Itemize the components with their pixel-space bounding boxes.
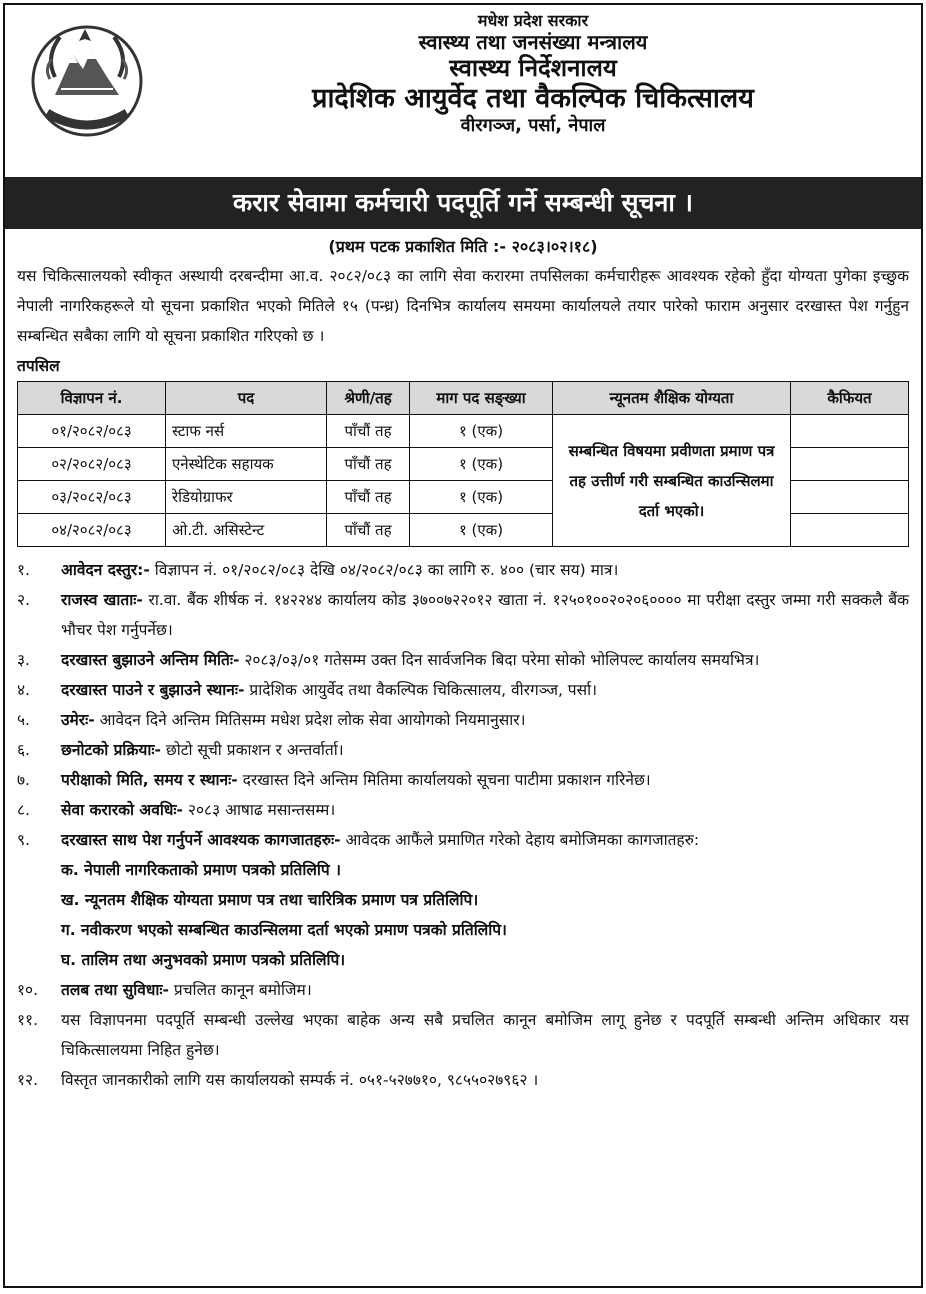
list-item: ८. सेवा करारको अवधिः- २०८३ आषाढ मसान्तसम्म। [17, 801, 336, 819]
cell-remarks [791, 448, 909, 481]
cell-remarks [791, 481, 909, 514]
cell-count: १ (एक) [410, 415, 553, 448]
directorate-name: स्वास्थ्य निर्देशनालय [449, 54, 617, 83]
cell-remarks [791, 415, 909, 448]
hospital-name: प्रादेशिक आयुर्वेद तथा वैकल्पिक चिकित्सालय [312, 82, 754, 114]
notice-title: करार सेवामा कर्मचारी पदपूर्ति गर्ने सम्बन्धी सूचना । [5, 177, 921, 229]
cell-post: ओ.टी. असिस्टेन्ट [166, 514, 327, 547]
col-count: माग पद सङ्ख्या [410, 382, 553, 415]
nepal-emblem-icon [25, 17, 150, 142]
col-remarks: कैफियत [791, 382, 909, 415]
notice-content [17, 235, 909, 1095]
publication-date: (प्रथम पटक प्रकाशित मिति :- २०८३।०२।१८) [328, 237, 598, 256]
vacancy-table [17, 381, 909, 547]
conditions-list [17, 555, 909, 1095]
cell-post: एनेस्थेटिक सहायक [166, 448, 327, 481]
list-item: ४. दरखास्त पाउने र बुझाउने स्थानः- प्रादेशिक आयुर्वेद तथा वैकल्पिक चिकित्सालय, वीरगञ्ज, पर्सा। [17, 681, 597, 699]
cell-count: १ (एक) [410, 481, 553, 514]
list-item: १२. विस्तृत जानकारीको लागि यस कार्यालयको सम्पर्क नं. ०५१-५२७७१०, ९८५५०२७९६२ । [17, 1071, 539, 1089]
doc-item: ग. नवीकरण भएको सम्बन्धित काउन्सिलमा दर्ता भएको प्रमाण पत्रको प्रतिलिपि। [61, 921, 507, 939]
cell-post: स्टाफ नर्स [166, 415, 327, 448]
list-item: १. आवेदन दस्तुर:- विज्ञापन नं. ०१/२०८२/०८३ देखि ०४/२०८२/०८३ का लागि रु. ४०० (चार सय) मात्र। [17, 561, 619, 579]
col-qualification: न्यूनतम शैक्षिक योग्यता [553, 382, 791, 415]
list-item: १०. तलब तथा सुविधाः- प्रचलित कानून बमोजिम। [17, 981, 312, 999]
address: वीरगञ्ज, पर्सा, नेपाल [460, 115, 606, 137]
cell-level: पाँचौं तह [327, 514, 410, 547]
cell-adv: ०१/२०८२/०८३ [18, 415, 166, 448]
gov-name: मधेश प्रदेश सरकार [477, 11, 589, 30]
cell-qualification: सम्बन्धित विषयमा प्रवीणता प्रमाण पत्र तह उत्तीर्ण गरी सम्बन्धित काउन्सिलमा दर्ता भएको। [553, 415, 791, 547]
list-item: ६. छनोटको प्रक्रियाः- छोटो सूची प्रकाशन र अन्तर्वार्ता। [17, 741, 344, 759]
header [5, 5, 921, 173]
list-item: २. राजस्व खाताः- रा.वा. बैंक शीर्षक नं. १४२२४४ कार्यालय कोड ३७००७२२०१२ खाता नं. १२५०१००२०२०६०००० मा परीक्षा दस्तुर जम्मा गरी सक्कलै बैंक भौचर पेश गर्नुपर्नेछ। [17, 591, 910, 639]
cell-level: पाँचौं तह [327, 415, 410, 448]
cell-post: रेडियोग्राफर [166, 481, 327, 514]
cell-count: १ (एक) [410, 514, 553, 547]
cell-level: पाँचौं तह [327, 481, 410, 514]
col-adv-no: विज्ञापन नं. [18, 382, 166, 415]
cell-remarks [791, 514, 909, 547]
cell-adv: ०३/२०८२/०८३ [18, 481, 166, 514]
list-item: ५. उमेरः- आवेदन दिने अन्तिम मितिसम्म मधेश प्रदेश लोक सेवा आयोगको नियमानुसार। [17, 711, 526, 729]
ministry-name: स्वास्थ्य तथा जनसंख्या मन्त्रालय [418, 30, 648, 55]
cell-adv: ०२/२०८२/०८३ [18, 448, 166, 481]
table-header-row [18, 382, 909, 415]
cell-adv: ०४/२०८२/०८३ [18, 514, 166, 547]
list-item: ११. यस विज्ञापनमा पदपूर्ति सम्बन्धी उल्लेख भएका बाहेक अन्य सबै प्रचलित कानून बमोजिम लागू हुनेछ र पदपूर्ति सम्बन्धी अन्तिम अधिकार यस चिकित्सालयमा निहित हुनेछ। [17, 1011, 909, 1059]
intro-paragraph: यस चिकित्सालयको स्वीकृत अस्थायी दरबन्दीमा आ.व. २०८२/०८३ का लागि सेवा करारमा तपसिलका कर्मचारीहरू आवश्यक रहेको हुँदा योग्यता पुगेका इच्छुक नेपाली नागरिकहरूले यो सूचना प्रकाशित भएको मितिले १५ (पन्ध्र) दिनभित्र कार्यालय समयमा कार्यालयले तयार पारेको फाराम अनुसार दरखास्त पेश गर्नुहुन सम्बन्धित सबैका लागि यो सूचना प्रकाशित गरिएको छ । [17, 267, 909, 345]
col-post: पद [166, 382, 327, 415]
doc-item: ख. न्यूनतम शैक्षिक योग्यता प्रमाण पत्र तथा चारित्रिक प्रमाण पत्र प्रतिलिपि। [61, 891, 479, 909]
list-item: ७. परीक्षाको मिति, समय र स्थानः- दरखास्त दिने अन्तिम मितिमा कार्यालयको सूचना पाटीमा प्रकाशन गरिनेछ। [17, 771, 651, 789]
col-level: श्रेणी/तह [327, 382, 410, 415]
cell-level: पाँचौं तह [327, 448, 410, 481]
doc-item: क. नेपाली नागरिकताको प्रमाण पत्रको प्रतिलिपि । [61, 861, 341, 879]
cell-count: १ (एक) [410, 448, 553, 481]
list-item: ९. दरखास्त साथ पेश गर्नुपर्ने आवश्यक कागजातहरुः- आवेदक आफैंले प्रमाणित गरेको देहाय बमोजिमका कागजातहरु: [17, 831, 700, 849]
doc-item: घ. तालिम तथा अनुभवको प्रमाण पत्रको प्रतिलिपि। [61, 951, 346, 969]
list-item: ३. दरखास्त बुझाउने अन्तिम मितिः- २०८३/०३/०१ गतेसम्म उक्त दिन सार्वजनिक बिदा परेमा सोको भोलिपल्ट कार्यालय समयभित्र। [17, 651, 760, 669]
schedule-label: तपसिल [17, 357, 60, 375]
table-row [18, 415, 909, 448]
notice-page [3, 3, 923, 1288]
